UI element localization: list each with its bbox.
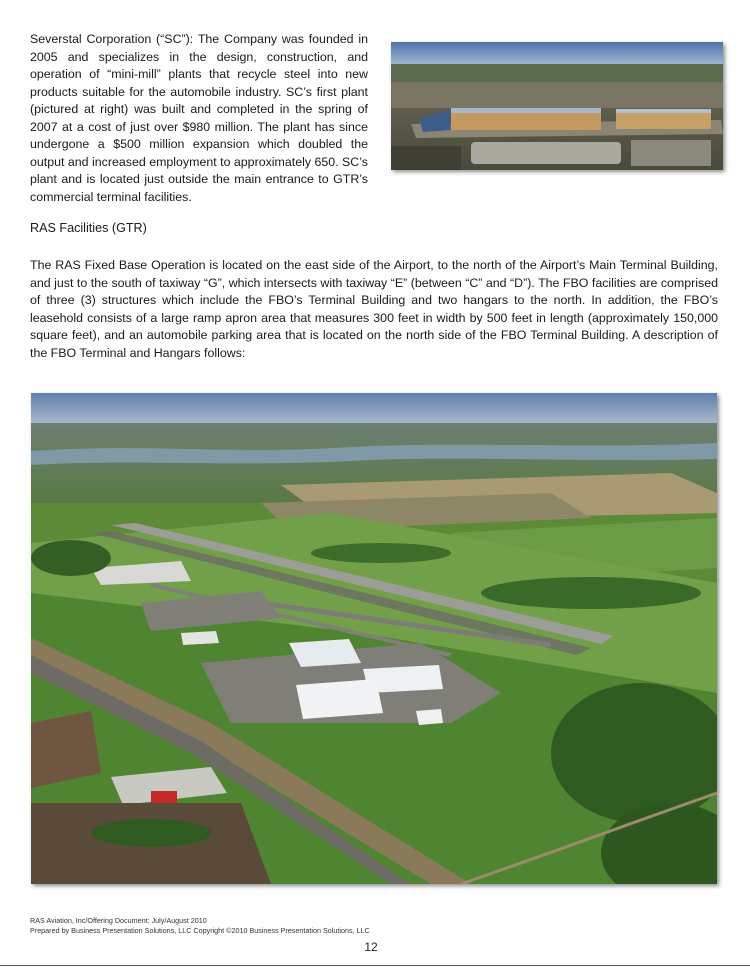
footer-copyright-line: Prepared by Business Presentation Solutions, LLC Copyright ©2010 Business Presentation Solutions, LLC [30, 926, 370, 935]
footer-document-line: RAS Aviation, Inc/Offering Document: July/August 2010 [30, 916, 207, 925]
page-number: 12 [364, 940, 378, 954]
airport-aerial-photo [31, 393, 717, 884]
ras-facilities-paragraph: The RAS Fixed Base Operation is located on the east side of the Airport, to the north of the Airport’s Main Terminal Building, and just to the south of taxiway “G”, which intersects with taxiway “E” (between “C” and “D”). The FBO facilities are comprised of three (3) structures which include the FBO’s Terminal Building and two hangars to the north. In addition, the FBO’s leasehold consists of a large ramp apron area that measures 300 feet in width by 500 feet in length (approximately 150,000 square feet), and an automobile parking area that is located on the north side of the FBO Terminal Building. A description of the FBO Terminal and Hangars follows: [30, 258, 718, 360]
ras-facilities-heading: RAS Facilities (GTR) [30, 221, 147, 235]
steel-plant-photo [391, 42, 723, 170]
bottom-rule [0, 965, 750, 966]
page-footer [30, 916, 370, 936]
severstal-paragraph: Severstal Corporation (“SC”): The Company was founded in 2005 and specializes in the design, construction, and operation of “mini-mill” plants that recycle steel into new products suitable for the automobile industry. SC’s first plant (pictured at right) was built and completed in the spring of 2007 at a cost of just over $980 million. The plant has since undergone a $500 million expansion which doubled the output and increased employment to approximately 650. SC’s plant and is located just outside the main entrance to GTR’s commercial terminal facilities. [30, 32, 368, 204]
